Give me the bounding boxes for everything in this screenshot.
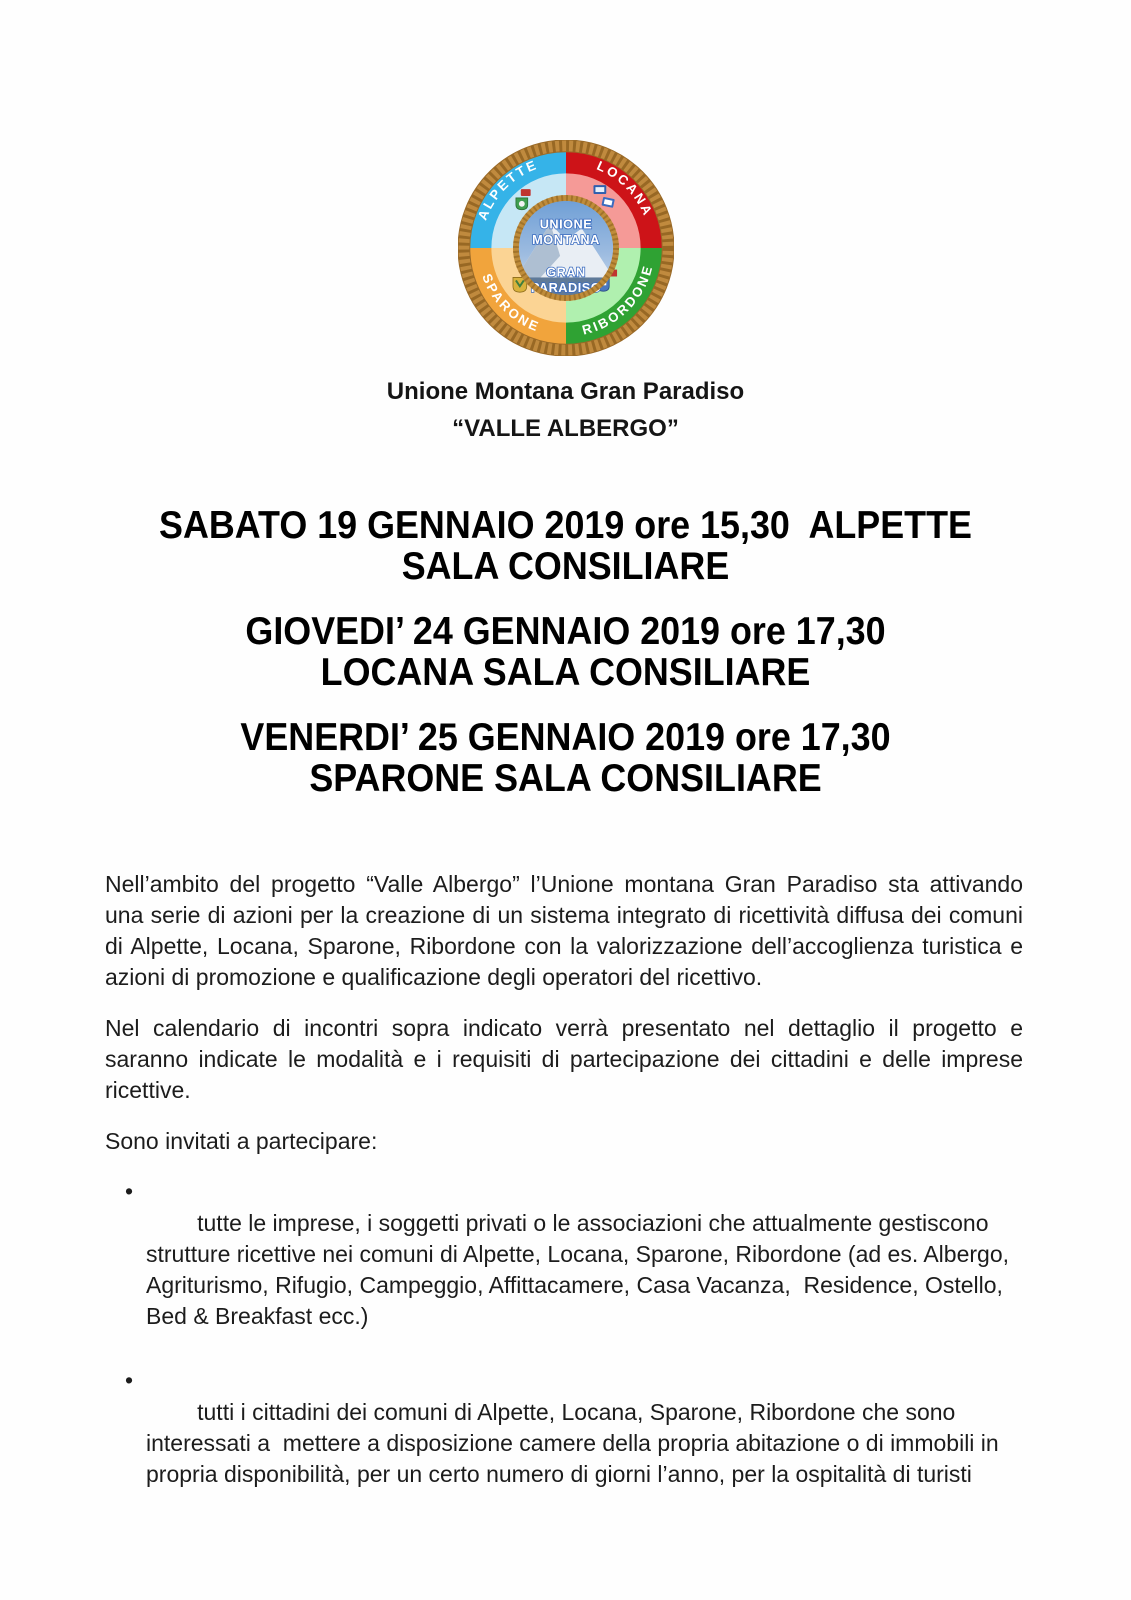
meeting-date-line: VENERDI’ 25 GENNAIO 2019 ore 17,30 xyxy=(240,716,891,759)
meeting-venue-line: SALA CONSILIARE xyxy=(401,545,730,588)
meeting-venue-line: SPARONE SALA CONSILIARE xyxy=(309,757,822,800)
meeting-date-line: GIOVEDI’ 24 GENNAIO 2019 ore 17,30 xyxy=(245,610,886,653)
list-item-text: tutte le imprese, i soggetti privati o le associazioni che attualmente gestiscono strutture ricettive nei comuni di Alpette, Locana, Sparone, Ribordone (ad es. Albergo, Agriturismo, Rifugio, Campeggio, Affittacamere, Casa Vacanza, Residence, Ostello, Bed & Breakfast ecc.) xyxy=(146,1210,1015,1329)
bullet-icon: • xyxy=(125,1367,134,1393)
invitation-lead-in: Sono invitati a partecipare: xyxy=(105,1128,378,1154)
sparone-arc-label: SPARONE xyxy=(478,271,542,335)
union-seal-icon xyxy=(458,140,674,356)
bullet-icon: • xyxy=(125,1178,134,1204)
intro-paragraph: Nell’ambito del progetto “Valle Albergo” l’Unione montana Gran Paradiso sta attivando una serie di azioni per la creazione di un sistema integrato di ricettività diffusa dei comuni di Alpette, Locana, Sparone, Ribordone con la valorizzazione dell’accoglienza turistica e azioni di promozione e qualificazione degli operatori del ricettivo. xyxy=(105,871,1023,990)
center-line-4: PARADISO xyxy=(530,280,601,296)
alpette-arc-label: ALPETTE xyxy=(474,156,540,223)
body-content xyxy=(0,869,1131,1521)
organization-title: Unione Montana Gran Paradiso xyxy=(386,378,745,405)
meeting-sparone xyxy=(0,717,1131,799)
list-item xyxy=(105,1366,1023,1521)
project-title: “VALLE ALBERGO” xyxy=(452,415,679,442)
center-line-1: UNIONE xyxy=(539,216,592,232)
union-seal-logo xyxy=(458,140,674,361)
meeting-schedule xyxy=(0,505,1131,799)
list-item-text: tutti i cittadini dei comuni di Alpette, Locana, Sparone, Ribordone che sono interessati a mettere a disposizione camere della propria abitazione o di immobili in propria disponibilità, per un certo numero di giorni l’anno, per la ospitalità di turisti xyxy=(146,1399,1006,1487)
meeting-venue-line: LOCANA SALA CONSILIARE xyxy=(320,651,811,694)
center-line-2: MONTANA xyxy=(531,232,600,248)
ribordone-arc-label: RIBORDONE xyxy=(579,262,656,338)
meeting-alpette xyxy=(0,505,1131,587)
invitees-list xyxy=(105,1177,1023,1521)
meeting-locana xyxy=(0,611,1131,693)
meeting-date-line: SABATO 19 GENNAIO 2019 ore 15,30 ALPETTE xyxy=(159,504,972,547)
calendar-paragraph: Nel calendario di incontri sopra indicato verrà presentato nel dettaglio il progetto e saranno indicate le modalità e i requisiti di partecipazione dei cittadini e delle imprese ricettive. xyxy=(105,1015,1023,1103)
list-item xyxy=(105,1177,1023,1363)
locana-arc-label: LOCANA xyxy=(594,157,656,220)
center-line-3: GRAN xyxy=(545,264,586,280)
